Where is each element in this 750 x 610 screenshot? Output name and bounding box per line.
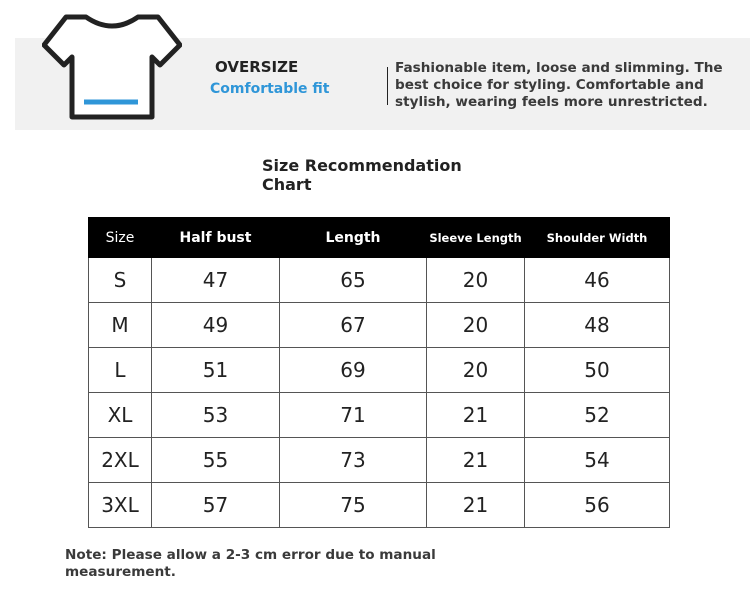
measurement-note: Note: Please allow a 2-3 cm error due to manual measurement.: [65, 547, 436, 580]
length-cell: 75: [280, 483, 427, 528]
shoulder-width-cell: 52: [525, 393, 670, 438]
column-header-size: Size: [89, 218, 152, 258]
size-chart-title: Size Recommendation Chart: [262, 156, 462, 194]
table-row: [89, 258, 670, 303]
half-bust-cell: 51: [152, 348, 280, 393]
size-cell: M: [89, 303, 152, 348]
column-header-half-bust: Half bust: [152, 218, 280, 258]
table-row: [89, 393, 670, 438]
size-chart-table: [88, 217, 670, 528]
product-description: Fashionable item, loose and slimming. The best choice for styling. Comfortable and stylish, wearing feels more unrestricted.: [395, 60, 723, 110]
size-cell: S: [89, 258, 152, 303]
shoulder-width-cell: 54: [525, 438, 670, 483]
length-cell: 69: [280, 348, 427, 393]
fit-heading: OVERSIZE: [215, 58, 299, 76]
half-bust-cell: 57: [152, 483, 280, 528]
sleeve-length-cell: 21: [427, 483, 525, 528]
sleeve-length-cell: 21: [427, 438, 525, 483]
size-cell: L: [89, 348, 152, 393]
banner-divider: [387, 67, 388, 105]
fit-subheading: Comfortable fit: [210, 81, 330, 97]
table-header-row: [89, 218, 670, 258]
table-row: [89, 348, 670, 393]
sleeve-length-cell: 20: [427, 258, 525, 303]
half-bust-cell: 53: [152, 393, 280, 438]
shoulder-width-cell: 48: [525, 303, 670, 348]
length-cell: 65: [280, 258, 427, 303]
sleeve-length-cell: 20: [427, 303, 525, 348]
table-row: [89, 303, 670, 348]
sleeve-length-cell: 21: [427, 393, 525, 438]
length-cell: 67: [280, 303, 427, 348]
shoulder-width-cell: 50: [525, 348, 670, 393]
size-cell: 2XL: [89, 438, 152, 483]
column-header-shoulder-width: Shoulder Width: [525, 218, 670, 258]
size-cell: XL: [89, 393, 152, 438]
table-row: [89, 483, 670, 528]
sleeve-length-cell: 20: [427, 348, 525, 393]
tshirt-icon: [42, 13, 182, 121]
length-cell: 73: [280, 438, 427, 483]
shoulder-width-cell: 56: [525, 483, 670, 528]
column-header-sleeve-length: Sleeve Length: [427, 218, 525, 258]
column-header-length: Length: [280, 218, 427, 258]
half-bust-cell: 47: [152, 258, 280, 303]
length-cell: 71: [280, 393, 427, 438]
shoulder-width-cell: 46: [525, 258, 670, 303]
half-bust-cell: 55: [152, 438, 280, 483]
size-cell: 3XL: [89, 483, 152, 528]
table-row: [89, 438, 670, 483]
half-bust-cell: 49: [152, 303, 280, 348]
